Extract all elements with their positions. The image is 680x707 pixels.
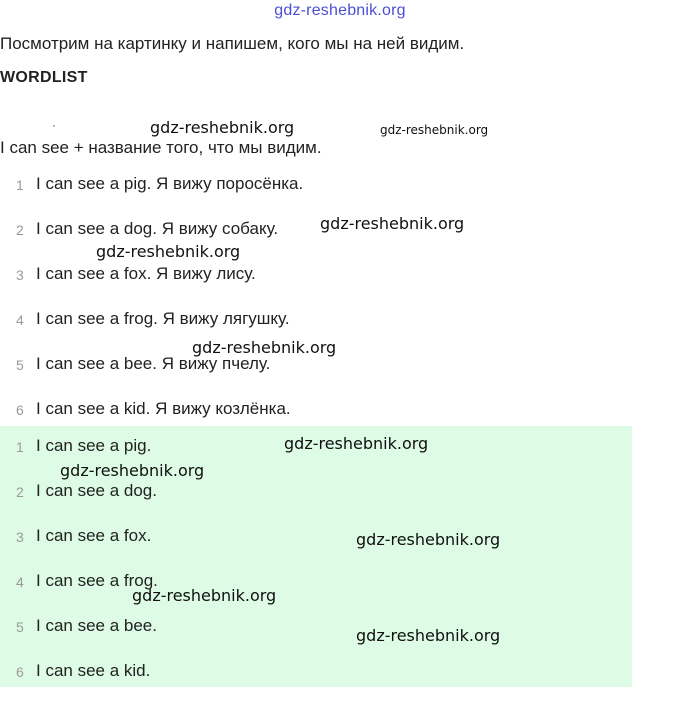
item-number: 6 [16,664,24,680]
item-number: 5 [16,357,24,373]
list-item [0,355,632,400]
wordlist-heading: WORDLIST [0,69,88,86]
item-number: 4 [16,312,24,328]
watermark: gdz-reshebnik.org [284,434,429,453]
watermark: gdz-reshebnik.org [320,214,465,233]
list-item [0,175,632,220]
watermark: gdz-reshebnik.org [380,123,489,137]
watermark: gdz-reshebnik.org [132,586,277,605]
item-text: I can see a pig. [36,436,152,455]
watermark: gdz-reshebnik.org [356,626,501,645]
item-text: I can see a bee. [36,616,157,635]
item-text: I can see a dog. [36,481,157,500]
item-text: I can see a bee. Я вижу пчелу. [36,354,271,373]
dot-mark: · [52,118,56,132]
item-text: I can see a kid. Я вижу козлёнка. [36,399,291,418]
item-text: I can see a kid. [36,661,151,680]
watermark: gdz-reshebnik.org [96,242,241,261]
item-number: 4 [16,574,24,590]
site-header-link[interactable]: gdz-reshebnik.org [274,2,406,19]
watermark: gdz-reshebnik.org [192,338,337,357]
list-item [0,482,632,527]
item-text: I can see a fox. [36,526,152,545]
item-text: I can see a frog. [36,571,158,590]
watermark: gdz-reshebnik.org [150,118,295,137]
pattern-text: I can see + название того, что мы видим. [0,138,322,157]
list-item [0,527,632,572]
watermark: gdz-reshebnik.org [356,530,501,549]
item-number: 3 [16,529,24,545]
list-item [0,265,632,310]
item-number: 2 [16,222,24,238]
item-number: 5 [16,619,24,635]
item-text: I can see a frog. Я вижу лягушку. [36,309,290,328]
item-text: I can see a dog. Я вижу собаку. [36,219,279,238]
list-item [0,617,632,662]
item-number: 6 [16,402,24,418]
intro-text: Посмотрим на картинку и напишем, кого мы на ней видим. [0,34,465,53]
watermark: gdz-reshebnik.org [60,461,205,480]
item-number: 2 [16,484,24,500]
item-text: I can see a pig. Я вижу поросёнка. [36,174,304,193]
list-item [0,662,632,707]
translation-list [0,175,632,425]
item-number: 1 [16,439,24,455]
item-text: I can see a fox. Я вижу лису. [36,264,256,283]
item-number: 1 [16,177,24,193]
list-item [0,220,632,265]
item-number: 3 [16,267,24,283]
list-item [0,572,632,617]
